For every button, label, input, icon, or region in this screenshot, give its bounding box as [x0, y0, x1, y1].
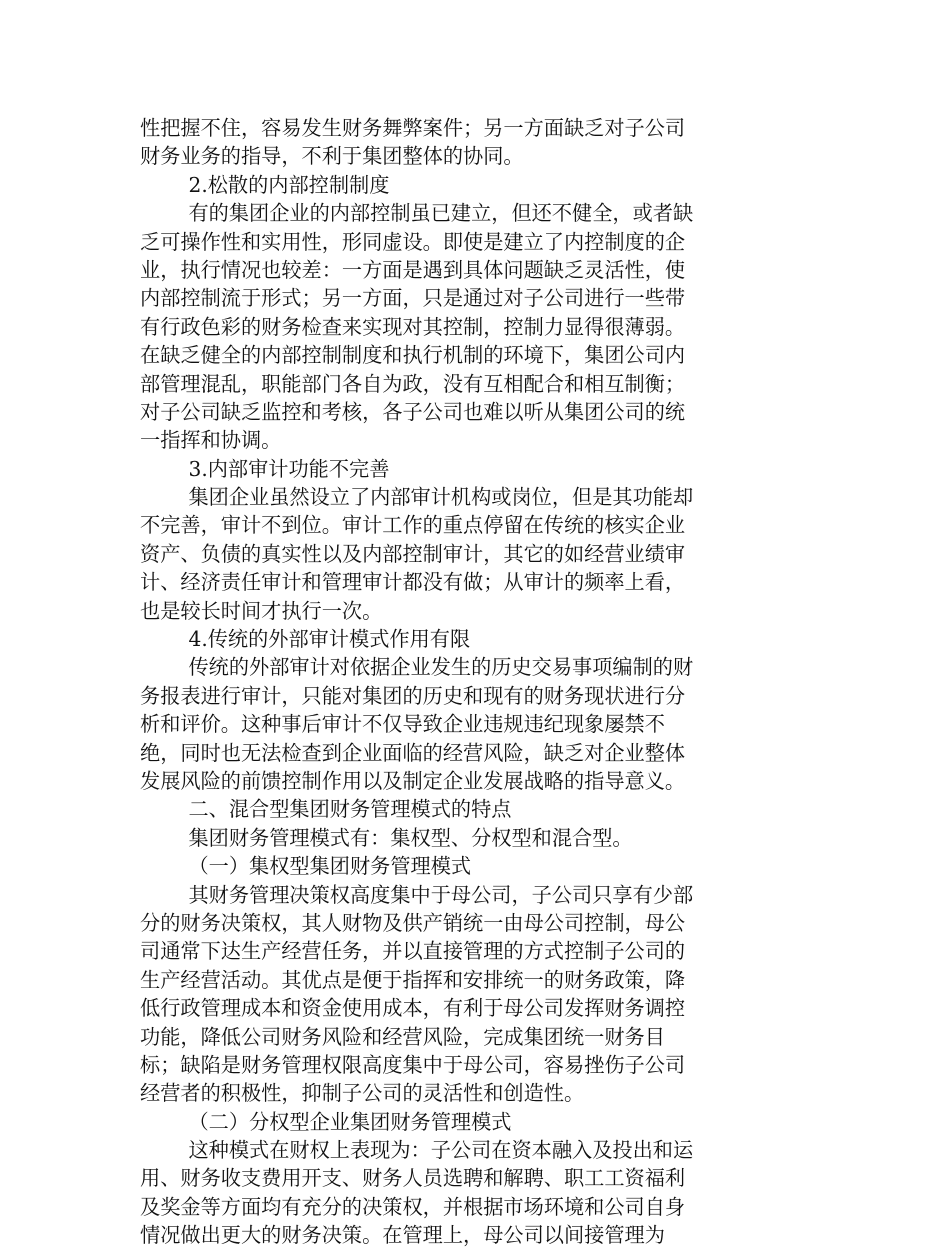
text-line: 财务业务的指导，不利于集团整体的协同。 — [140, 144, 524, 169]
text-line: 不完善，审计不到位。审计工作的重点停留在传统的核实企业 — [140, 513, 686, 538]
text-line: （二）分权型企业集团财务管理模式 — [188, 1109, 512, 1134]
text-line: 情况做出更大的财务决策。在管理上，母公司以间接管理为 — [140, 1223, 665, 1248]
text-line: 有的集团企业的内部控制虽已建立，但还不健全，或者缺 — [188, 201, 694, 226]
text-line: 资产、负债的真实性以及内部控制审计，其它的如经营业绩审 — [140, 541, 686, 566]
text-line: 绝，同时也无法检查到企业面临的经营风险，缺乏对企业整体 — [140, 740, 686, 765]
text-line: 司通常下达生产经营任务，并以直接管理的方式控制子公司的 — [140, 939, 686, 964]
text-line: 在缺乏健全的内部控制制度和执行机制的环境下，集团公司内 — [140, 343, 686, 368]
text-line: 集团企业虽然设立了内部审计机构或岗位，但是其功能却 — [188, 485, 694, 510]
text-line: 也是较长时间才执行一次。 — [140, 598, 383, 623]
text-line: 乏可操作性和实用性，形同虚设。即使是建立了内控制度的企 — [140, 229, 686, 254]
text-line: 传统的外部审计对依据企业发生的历史交易事项编制的财 — [188, 655, 694, 680]
text-line: 功能，降低公司财务风险和经营风险，完成集团统一财务目 — [140, 1024, 665, 1049]
text-line: 内部控制流于形式；另一方面，只是通过对子公司进行一些带 — [140, 286, 686, 311]
text-line: 4.传统的外部审计模式作用有限 — [188, 627, 471, 652]
text-line: 及奖金等方面均有充分的决策权，并根据市场环境和公司自身 — [140, 1194, 686, 1219]
text-line: 生产经营活动。其优点是便于指挥和安排统一的财务政策，降 — [140, 967, 686, 992]
text-line: 有行政色彩的财务检查来实现对其控制，控制力显得很薄弱。 — [140, 314, 686, 339]
text-line: 部管理混乱，职能部门各自为政，没有互相配合和相互制衡； — [140, 371, 686, 396]
text-line: 计、经济责任审计和管理审计都没有做；从审计的频率上看， — [140, 570, 686, 595]
text-line: 务报表进行审计，只能对集团的历史和现有的财务现状进行分 — [140, 683, 686, 708]
text-line: 对子公司缺乏监控和考核，各子公司也难以听从集团公司的统 — [140, 399, 686, 424]
text-line: 低行政管理成本和资金使用成本，有利于母公司发挥财务调控 — [140, 996, 686, 1021]
text-line: 3.内部审计功能不完善 — [188, 456, 390, 481]
text-line: 用、财务收支费用开支、财务人员选聘和解聘、职工工资福利 — [140, 1166, 686, 1191]
text-line: 其财务管理决策权高度集中于母公司，子公司只享有少部 — [188, 882, 694, 907]
text-line: 一指挥和协调。 — [140, 428, 282, 453]
text-line: 标；缺陷是财务管理权限高度集中于母公司，容易挫伤子公司 — [140, 1052, 686, 1077]
text-line: （一）集权型集团财务管理模式 — [188, 854, 472, 879]
text-line: 业，执行情况也较差：一方面是遇到具体问题缺乏灵活性，使 — [140, 257, 686, 282]
text-line: 二、混合型集团财务管理模式的特点 — [188, 797, 512, 822]
text-line: 经营者的积极性，抑制子公司的灵活性和创造性。 — [140, 1081, 585, 1106]
text-line: 发展风险的前馈控制作用以及制定企业发展战略的指导意义。 — [140, 768, 686, 793]
text-line: 析和评价。这种事后审计不仅导致企业违规违纪现象屡禁不 — [140, 712, 665, 737]
text-line: 性把握不住，容易发生财务舞弊案件；另一方面缺乏对子公司 — [140, 116, 686, 140]
document-body — [140, 114, 740, 1250]
text-line: 集团财务管理模式有：集权型、分权型和混合型。 — [188, 825, 633, 850]
text-line: 分的财务决策权，其人财物及供产销统一由母公司控制，母公 — [140, 910, 686, 935]
text-line: 2.松散的内部控制制度 — [188, 172, 390, 197]
text-line: 这种模式在财权上表现为：子公司在资本融入及投出和运 — [188, 1138, 694, 1163]
